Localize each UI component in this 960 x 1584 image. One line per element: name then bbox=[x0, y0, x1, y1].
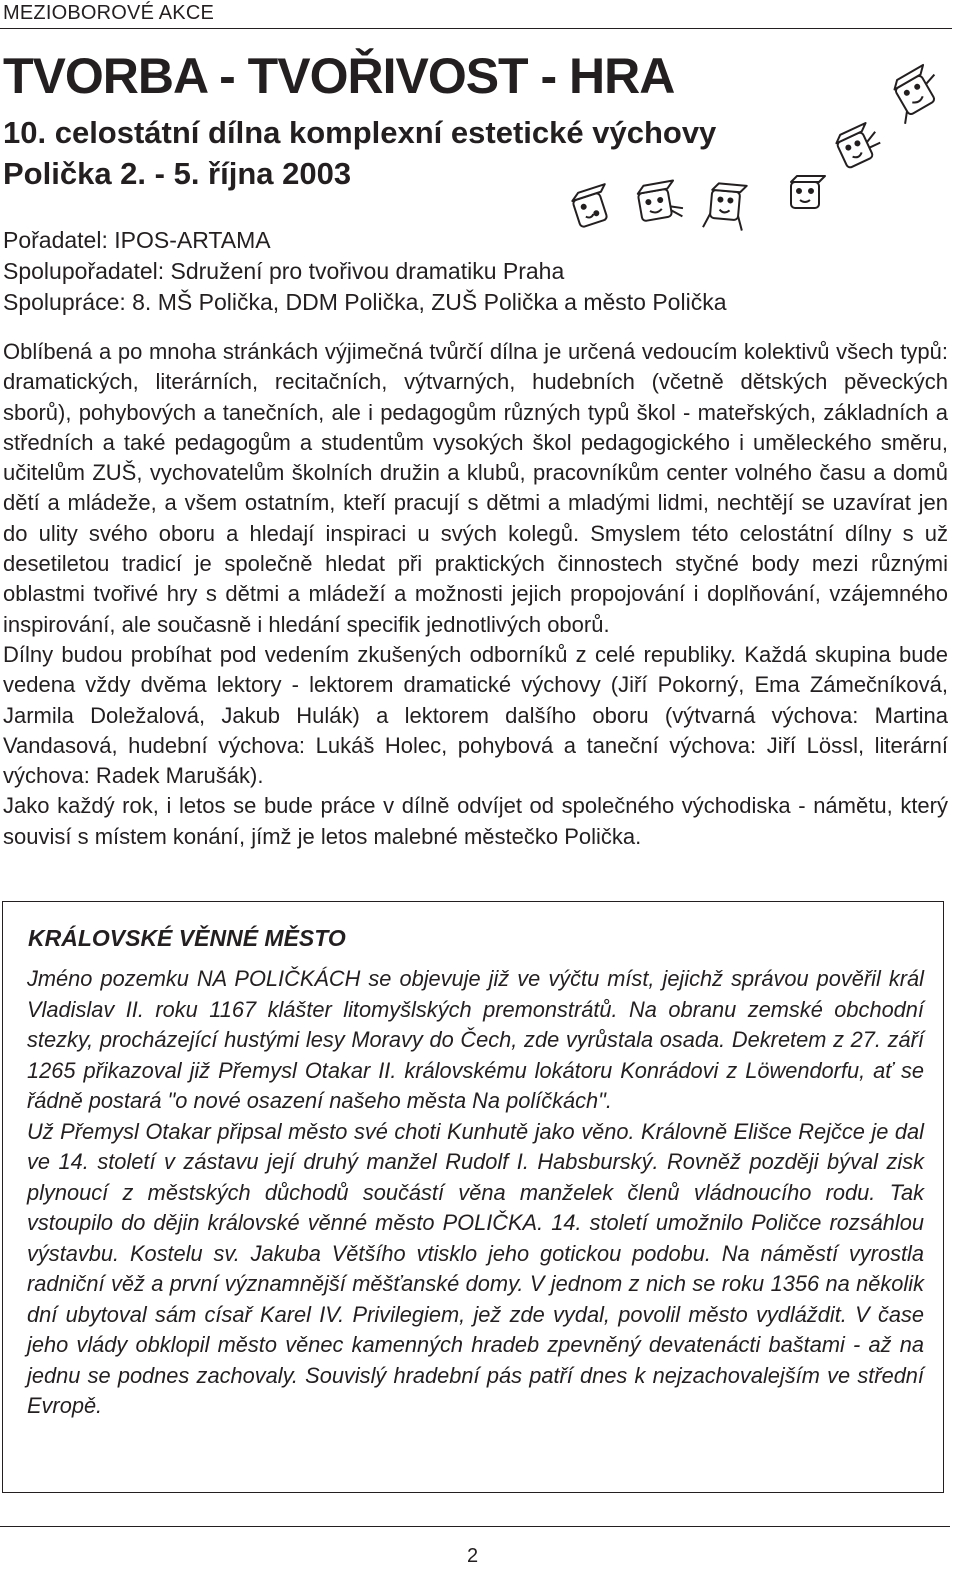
page-number: 2 bbox=[467, 1545, 479, 1567]
body-paragraph: Dílny budou probíhat pod vedením zkušených odborníků z celé republiky. Každá skupina bude vedena vždy dvěma lektory - lektorem dramatické výchovy (Jiří Pokorný, Ema Zámečníková, Jarmila Doležalová, Jakub Hulák) a lektorem dalšího oboru (výtvarná výchova: Martina Vandasová, hudební výchova: Lukáš Holec, pohybová a taneční výchova: Jiří Lössl, literární výchova: Radek Marušák). bbox=[3, 641, 948, 789]
bottom-divider bbox=[0, 1526, 950, 1527]
body-paragraph: Jako každý rok, i letos se bude práce v dílně odvíjet od společného východiska - námětu, který souvisí s místem konání, jímž je letos malebné městečko Polička. bbox=[3, 793, 948, 849]
body-paragraph: Oblíbená a po mnoha stránkách výjimečná tvůrčí dílna je určená vedoucím kolektivů všech typů: dramatických, literárních, recitačních, výtvarných, hudebních (včetně dětských pěveckých sborů), pohybových a tanečních, ale i pedagogům různých typů škol - mateřských, základních a středních a také pedagogům a studentům vysokých škol pedagogického i uměleckého směru, učitelům ZUŠ, vychovatelům školních družin a klubů, pracovníkům center volného času a domů dětí a mládeže, a všem ostatním, kteří pracují s dětmi a mladými lidmi, nechtějí se uzavírat jen do ulity svého oboru a hledají inspiraci u svých kolegů. Smyslem této celostátní dílny s už desetiletou tradicí je společně hledat při praktických činnostech styčné body mezi různými oblastmi tvořivé hry s dětmi a mládeží a možnosti jejich propojování i doplňování, vzájemného inspirování, ale současně i hledání specifik jednotlivých oborů. bbox=[3, 339, 948, 637]
co-organizer-line: Spolupořadatel: Sdružení pro tvořivou dramatiku Praha bbox=[3, 258, 565, 284]
die-icon bbox=[703, 182, 747, 230]
die-icon bbox=[637, 180, 685, 224]
dancing-dice-icon bbox=[560, 60, 955, 235]
history-box-heading: KRÁLOVSKÉ VĚNNÉ MĚSTO bbox=[28, 925, 346, 951]
event-subtitle: 10. celostátní dílna komplexní estetické výchovy bbox=[3, 115, 717, 150]
section-label: MEZIOBOROVÉ AKCE bbox=[3, 2, 215, 24]
history-box-text bbox=[27, 964, 924, 1422]
cooperation-line: Spolupráce: 8. MŠ Polička, DDM Polička, ZUŠ Polička a město Polička bbox=[3, 289, 727, 315]
die-icon bbox=[834, 121, 885, 169]
die-icon bbox=[884, 62, 948, 123]
history-box bbox=[2, 901, 944, 1493]
article-body bbox=[3, 337, 948, 852]
page-title: TVORBA - TVOŘIVOST - HRA bbox=[3, 48, 675, 104]
history-paragraph: Už Přemysl Otakar připsal město své choti Kunhutě jako věno. Královně Elišce Rejčce je dal ve 14. století v zástavu její druhý manžel Rudolf I. Habsburský. Rovněž později býval zisk plynoucí z městských důchodů součástí věna manželek členů vládnoucího rodu. Tak vstoupilo do dějin královské věnné město POLIČKA. 14. století umožnilo Poličce rozsáhlou výstavbu. Kostelu sv. Jakuba Většího vtisklo jeho gotickou podobu. Na náměstí vyrostla radniční věž a první významnější měšťanské domy. V jednom z nich se roku 1356 na několik dní ubytoval sám císař Karel IV. Privilegiem, jež zde vydal, povolil město vydláždit. V čase jeho vlády obklopil město věnec kamenných hradeb zpevněný devatenácti baštami - až na jednu se podnes zachovaly. Souvislý hradební pás patří dnes k nejzachovalejším ve střední Evropě. bbox=[27, 1118, 924, 1418]
event-date: Polička 2. - 5. října 2003 bbox=[3, 156, 352, 191]
organizer-line: Pořadatel: IPOS-ARTAMA bbox=[3, 227, 271, 253]
history-paragraph: Jméno pozemku NA POLIČKÁCH se objevuje již ve výčtu míst, jejichž správou pověřil král Vladislav II. roku 1167 klášter litomyšlských premonstrátů. Na obranu zemské obchodní stezky, procházející hustými lesy Moravy do Čech, zde vyrůstala osada. Dekretem z 27. září 1265 přikazoval již Přemysl Otakar II. královskému lokátoru Konrádovi z Löwendorfu, ať se řádně postará "o nové osazení našeho města Na políčkách". bbox=[27, 966, 924, 1113]
top-divider bbox=[0, 28, 952, 29]
die-icon bbox=[791, 176, 825, 208]
die-icon bbox=[571, 184, 616, 227]
